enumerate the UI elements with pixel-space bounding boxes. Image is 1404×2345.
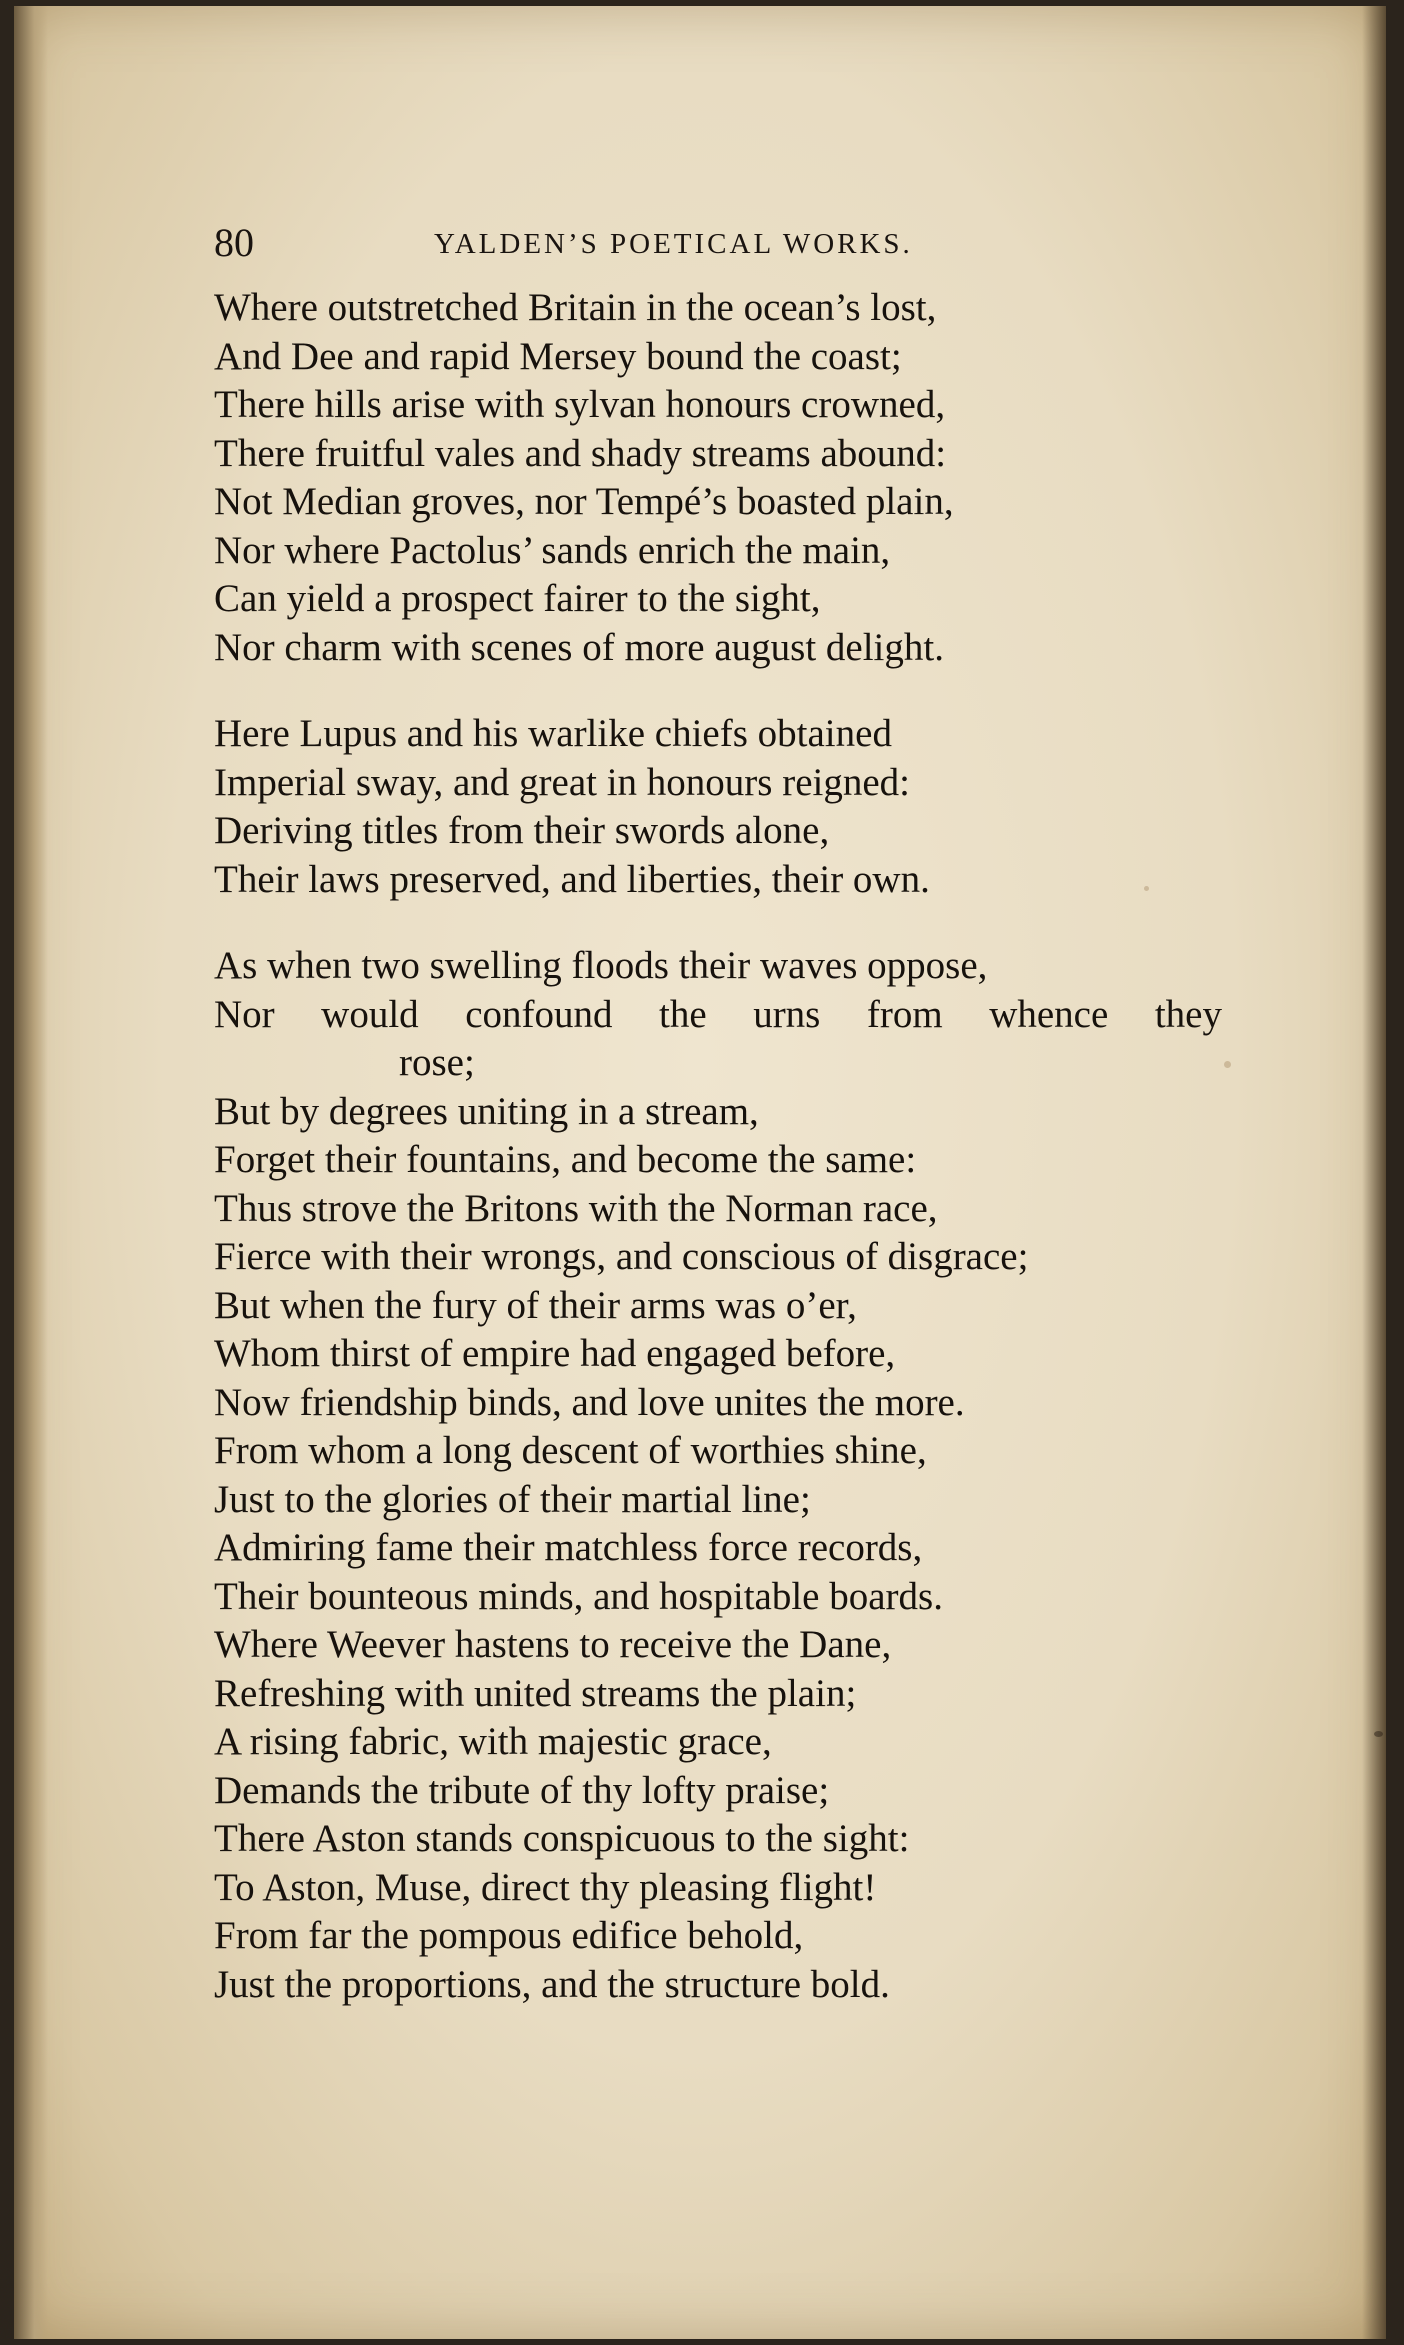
- poem-line: Nor where Pactolus’ sands enrich the main,: [214, 528, 891, 572]
- page-gutter-shadow: [14, 6, 48, 2339]
- running-header: [214, 218, 1234, 268]
- poem-line: Where outstretched Britain in the ocean’s lost,: [214, 286, 937, 329]
- paper-foxing-spot: [1374, 1731, 1383, 1737]
- poem-line: Can yield a prospect fairer to the sight,: [214, 577, 821, 620]
- poem-line: And Dee and rapid Mersey bound the coast;: [214, 334, 902, 378]
- poem-word: they: [1154, 992, 1222, 1036]
- poem-line: Just the proportions, and the structure bold.: [214, 1962, 890, 2006]
- poem-line: Admiring fame their matchless force records,: [214, 1526, 923, 1569]
- poem-line: Demands the tribute of thy lofty praise;: [214, 1768, 830, 1812]
- poem-line: Fierce with their wrongs, and conscious of disgrace;: [214, 1235, 1029, 1278]
- poem-line: There hills arise with sylvan honours crowned,: [214, 383, 946, 426]
- poem-word: would: [321, 992, 419, 1036]
- poem-line: Here Lupus and his warlike chiefs obtained: [214, 712, 892, 755]
- poem-line: Forget their fountains, and become the same:: [214, 1138, 917, 1181]
- poem-word: from: [866, 992, 943, 1036]
- stanza: [214, 284, 1244, 672]
- poem-word: confound: [465, 992, 613, 1036]
- poem-line: From far the pompous edifice behold,: [214, 1914, 804, 1957]
- poem-line: Imperial sway, and great in honours reigned:: [214, 760, 911, 804]
- poem-line: There fruitful vales and shady streams abound:: [214, 431, 947, 475]
- poem-line-continuation: rose;: [399, 1041, 475, 1084]
- poem-word: urns: [753, 992, 821, 1036]
- poem-line: A rising fabric, with majestic grace,: [214, 1720, 772, 1763]
- poem-line: Not Median groves, nor Tempé’s boasted plain,: [214, 480, 954, 523]
- running-head-title: YALDEN’S POETICAL WORKS.: [434, 228, 913, 260]
- poem-line: Their laws preserved, and liberties, their own.: [214, 857, 930, 901]
- poem-word: whence: [989, 992, 1109, 1036]
- poem-word: the: [659, 992, 707, 1036]
- poem-line: Their bounteous minds, and hospitable boards.: [214, 1574, 943, 1618]
- poem-line: Just to the glories of their martial line;: [214, 1477, 811, 1521]
- poem-line: Where Weever hastens to receive the Dane,: [214, 1623, 892, 1666]
- poem-line-justified: [214, 991, 1222, 1040]
- poem-line: There Aston stands conspicuous to the sight:: [214, 1817, 910, 1860]
- stanza: [214, 942, 1244, 2009]
- poem-line: As when two swelling floods their waves oppose,: [214, 944, 988, 987]
- poem-line: But when the fury of their arms was o’er,: [214, 1283, 857, 1327]
- poem-text: [214, 284, 1244, 2047]
- poem-line: Deriving titles from their swords alone,: [214, 809, 830, 852]
- poem-line: To Aston, Muse, direct thy pleasing flight!: [214, 1865, 877, 1909]
- poem-line: But by degrees uniting in a stream,: [214, 1089, 759, 1133]
- poem-line: From whom a long descent of worthies shine,: [214, 1429, 927, 1472]
- page-number: 80: [214, 220, 254, 265]
- poem-line: Whom thirst of empire had engaged before,: [214, 1332, 896, 1375]
- poem-line: Thus strove the Britons with the Norman race,: [214, 1186, 938, 1230]
- stanza: [214, 710, 1244, 904]
- poem-line: Refreshing with united streams the plain;: [214, 1671, 857, 1715]
- page-edge-shadow: [1362, 6, 1386, 2339]
- poem-line: Nor charm with scenes of more august delight.: [214, 625, 944, 669]
- poem-word: Nor: [214, 992, 275, 1036]
- book-page: [14, 6, 1386, 2339]
- poem-line: Now friendship binds, and love unites the more.: [214, 1380, 965, 1424]
